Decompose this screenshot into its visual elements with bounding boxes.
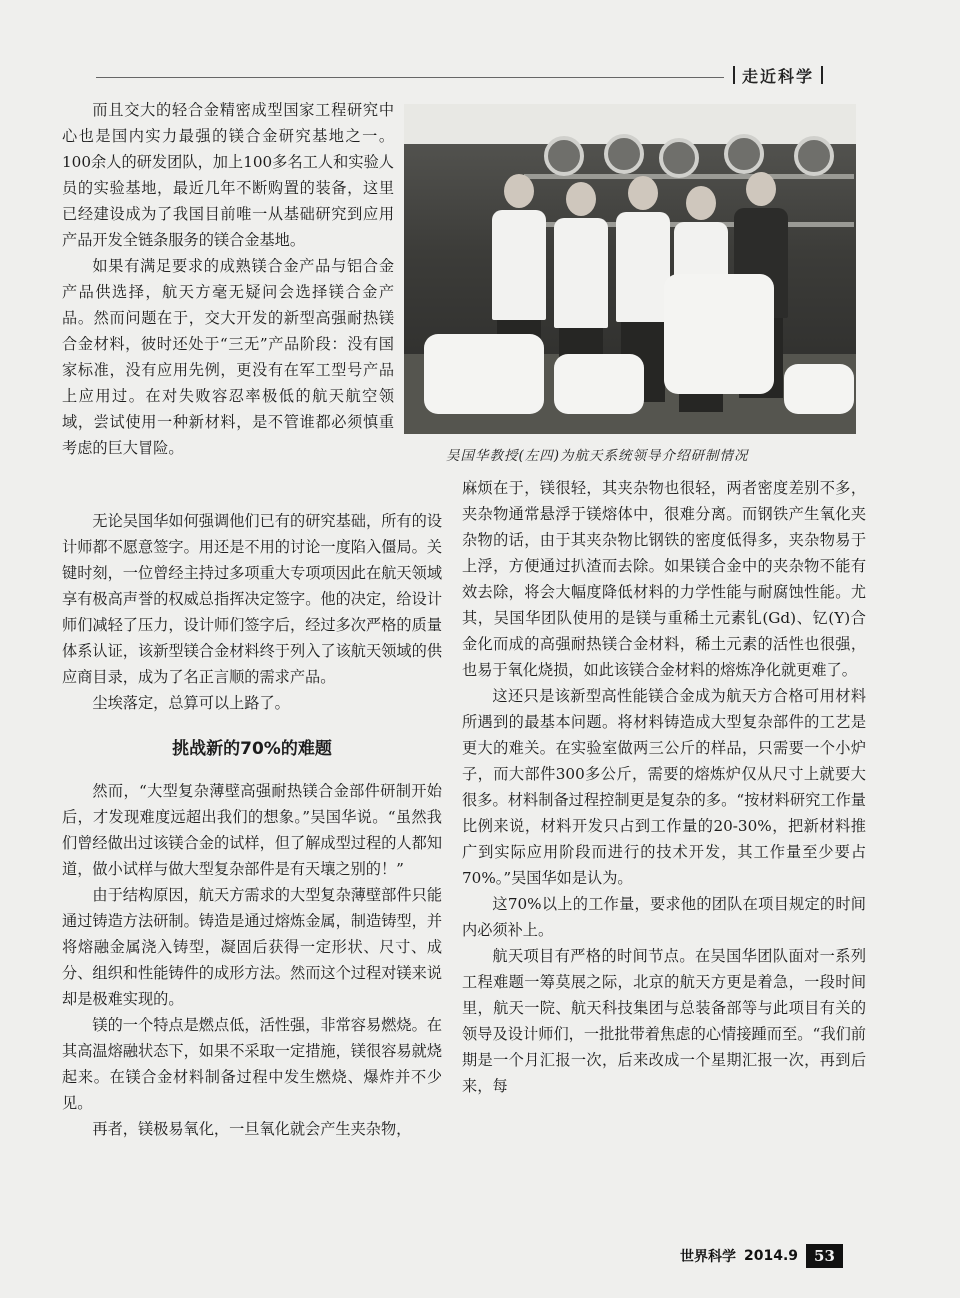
divider-bar-icon bbox=[821, 66, 823, 84]
right-column bbox=[462, 475, 866, 1099]
paragraph: 尘埃落定，总算可以上路了。 bbox=[92, 694, 290, 712]
paragraph: 然而，“大型复杂薄壁高强耐热镁合金部件研制开始后，才发现难度远超出我们的想象。”吴国华说。“虽然我们曾经做出过该镁合金的试样，但了解成型过程的人都知道，做小试样与做大型复杂部件是有天壤之别的！” bbox=[62, 782, 442, 878]
wheel-icon bbox=[544, 136, 584, 176]
magazine-name: 世界科学 bbox=[680, 1249, 736, 1265]
paragraph: 由于结构原因，航天方需求的大型复杂薄壁部件只能通过铸造方法研制。铸造是通过熔炼金属，制造铸型，并将熔融金属浇入铸型，凝固后获得一定形状、尺寸、成分、组织和性能铸件的成形方法。然而这个过程对镁来说却是极难实现的。 bbox=[62, 886, 442, 1008]
paragraph: 无论吴国华如何强调他们已有的研究基础，所有的设计师都不愿意签字。用还是不用的讨论一度陷入僵局。关键时刻，一位曾经主持过多项重大专项项因此在航天领域享有极高声誉的权威总指挥决定签字。他的决定，给设计师们减轻了压力，设计师们签字后，经过多次严格的质量体系认证，该新型镁合金材料终于列入了该航天领域的供应商目录，成为了名正言顺的需求产品。 bbox=[62, 512, 442, 686]
section-subheading: 挑战新的70%的难题 bbox=[172, 739, 332, 759]
wheel-icon bbox=[659, 138, 699, 178]
wheel-icon bbox=[604, 134, 644, 174]
paragraph: 这还只是该新型高性能镁合金成为航天方合格可用材料所遇到的最基本问题。将材料铸造成大型复杂部件的工艺是更大的难关。在实验室做两三公斤的样品，只需要一个小炉子，而大部件300多公斤，需要的熔炼炉仅从尺寸上就要大很多。材料制备过程控制更是复杂的多。“按材料研究工作量比例来说，材料开发只占到工作量的20-30%，把新材料推广到实际应用阶段而进行的技术开发，其工作量至少要占70%。”吴国华如是认为。 bbox=[462, 687, 866, 887]
wheel-icon bbox=[794, 136, 834, 176]
paragraph: 航天项目有严格的时间节点。在吴国华团队面对一系列工程难题一筹莫展之际，北京的航天方更是着急，一段时间里，航天一院、航天科技集团与总装备部等与此项目有关的领导及设计师们，一批批带着焦虑的心情接踵而至。“我们前期是一个月汇报一次，后来改成一个星期汇报一次，再到后来，每 bbox=[462, 947, 866, 1095]
left-column-bottom bbox=[62, 508, 442, 1142]
page-number: 53 bbox=[806, 1244, 843, 1268]
divider-bar-icon bbox=[733, 66, 735, 84]
wheel-icon bbox=[724, 134, 764, 174]
paragraph: 而且交大的轻合金精密成型国家工程研究中心也是国内实力最强的镁合金研究基地之一。100余人的研发团队，加上100多名工人和实验人员的实验基地，最近几年不断购置的装备，这里已经建设成为了我国目前唯一从基础研究到应用产品开发全链条服务的镁合金基地。 bbox=[62, 101, 394, 249]
section-tag bbox=[732, 62, 868, 88]
header-rule bbox=[96, 77, 724, 78]
issue-number: 2014.9 bbox=[744, 1248, 799, 1264]
left-column-top bbox=[62, 97, 394, 461]
paragraph: 麻烦在于，镁很轻，其夹杂物也很轻，两者密度差别不多，夹杂物通常悬浮于镁熔体中，很难分离。而钢铁产生氧化夹杂物的话，由于其夹杂物比钢铁的密度低得多，夹杂物易于上浮，方便通过扒渣而去除。如果镁合金中的夹杂物不能有效去除，将会大幅度降低材料的力学性能与耐腐蚀性能。尤其，吴国华团队使用的是镁与重稀土元素钆(Gd)、钇(Y)合金化而成的高强耐热镁合金材料，稀土元素的活性也很强，也易于氧化烧损，如此该镁合金材料的熔炼净化就更难了。 bbox=[462, 479, 866, 679]
paragraph: 镁的一个特点是燃点低，活性强，非常容易燃烧。在其高温熔融状态下，如果不采取一定措施，镁很容易就烧起来。在镁合金材料制备过程中发生燃烧、爆炸并不少见。 bbox=[62, 1016, 442, 1112]
section-tag-label: 走近科学 bbox=[742, 66, 815, 86]
page-footer bbox=[680, 1244, 843, 1268]
photo-caption: 吴国华教授(左四)为航天系统领导介绍研制情况 bbox=[446, 448, 749, 464]
paragraph: 这70%以上的工作量，要求他的团队在项目规定的时间内必须补上。 bbox=[462, 895, 866, 939]
paragraph: 如果有满足要求的成熟镁合金产品与铝合金产品供选择，航天方毫无疑问会选择镁合金产品。然而问题在于，交大开发的新型高强耐热镁合金材料，彼时还处于“三无”产品阶段：没有国家标准，没有应用先例，更没有在军工型号产品上应用过。在对失败容忍率极低的航天航空领域，尝试使用一种新材料，是不管谁都必须慎重考虑的巨大冒险。 bbox=[62, 257, 394, 457]
article-photo bbox=[404, 104, 856, 434]
paragraph: 再者，镁极易氧化，一旦氧化就会产生夹杂物， bbox=[92, 1120, 412, 1138]
